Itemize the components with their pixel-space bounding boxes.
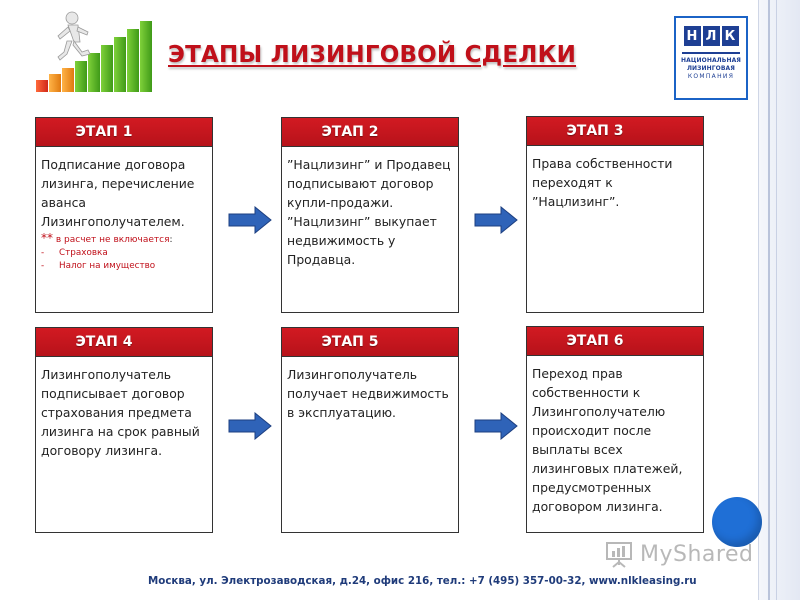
logo-letter: Н	[684, 26, 701, 46]
logo-line-2: ЛИЗИНГОВАЯ	[686, 65, 736, 72]
stage-body	[282, 147, 458, 273]
right-arrow-icon	[228, 412, 272, 440]
stage-card-1	[35, 117, 213, 313]
stage-text: Лизингополучатель подписывает договор страхования предмета лизинга на срок равный договору лизинга.	[41, 367, 200, 458]
logo-divider	[682, 52, 740, 54]
presentation-icon	[604, 540, 634, 568]
right-arrow-icon	[228, 206, 272, 234]
stage-card-2	[281, 117, 459, 313]
stage-card-6	[526, 326, 704, 533]
stage-text: Лизингополучатель получает недвижимость в эксплуатацию.	[287, 367, 449, 420]
right-arrow-icon	[474, 206, 518, 234]
logo-letter: Л	[703, 26, 720, 46]
logo-letter: К	[722, 26, 739, 46]
stage-header: ЭТАП 1	[36, 118, 212, 147]
stage-body	[36, 357, 212, 464]
logo-line-3: КОМПАНИЯ	[687, 73, 735, 80]
stage-header: ЭТАП 4	[36, 328, 212, 357]
footer-contacts: Москва, ул. Электрозаводская, д.24, офис 216, тел.: +7 (495) 357-00-32, www.nlkleasing.ru	[148, 575, 697, 587]
note-list	[41, 247, 208, 273]
note-item	[41, 260, 208, 273]
stage-text: Права собственности переходят к ”Нацлизинг”.	[532, 156, 673, 209]
note-stars: **	[41, 231, 53, 245]
stage-text: Подписание договора лизинга, перечисление аванса Лизингополучателем.	[41, 157, 195, 229]
note-heading	[41, 232, 208, 247]
note-item-text: - Налог на имущество	[59, 261, 156, 271]
right-arrow-icon	[474, 412, 518, 440]
stage-text: ”Нацлизинг” и Продавец подписывают договор купли-продажи. ”Нацлизинг” выкупает недвижимость у Продавца.	[287, 157, 451, 267]
stage-header: ЭТАП 2	[282, 118, 458, 147]
growth-stairs-illustration	[30, 8, 162, 98]
watermark-text: MyShared	[640, 541, 754, 567]
stage-header: ЭТАП 3	[527, 117, 703, 146]
logo-line-1: НАЦИОНАЛЬНАЯ	[680, 57, 742, 64]
slide-right-rail	[758, 0, 800, 600]
stage-text: Переход прав собственности к Лизингополучателю происходит после выплаты всех лизинговых платежей, предусмотренных договором лизинга.	[532, 366, 683, 514]
stage-note	[41, 232, 208, 273]
myshared-watermark	[604, 538, 764, 570]
stage-body	[527, 146, 703, 215]
stage-body	[36, 147, 212, 277]
note-intro: в расчет не включается	[53, 235, 170, 245]
note-item-text: - Страховка	[59, 248, 108, 258]
logo-mark	[680, 26, 742, 46]
stage-header: ЭТАП 5	[282, 328, 458, 357]
company-logo	[674, 16, 748, 100]
slide-title: ЭТАПЫ ЛИЗИНГОВОЙ СДЕЛКИ	[168, 42, 577, 68]
stage-body	[282, 357, 458, 426]
stage-header: ЭТАП 6	[527, 327, 703, 356]
note-item	[41, 247, 208, 260]
stage-card-3	[526, 116, 704, 313]
stage-card-5	[281, 327, 459, 533]
stage-body	[527, 356, 703, 520]
stage-card-4	[35, 327, 213, 533]
note-colon: :	[169, 235, 173, 245]
